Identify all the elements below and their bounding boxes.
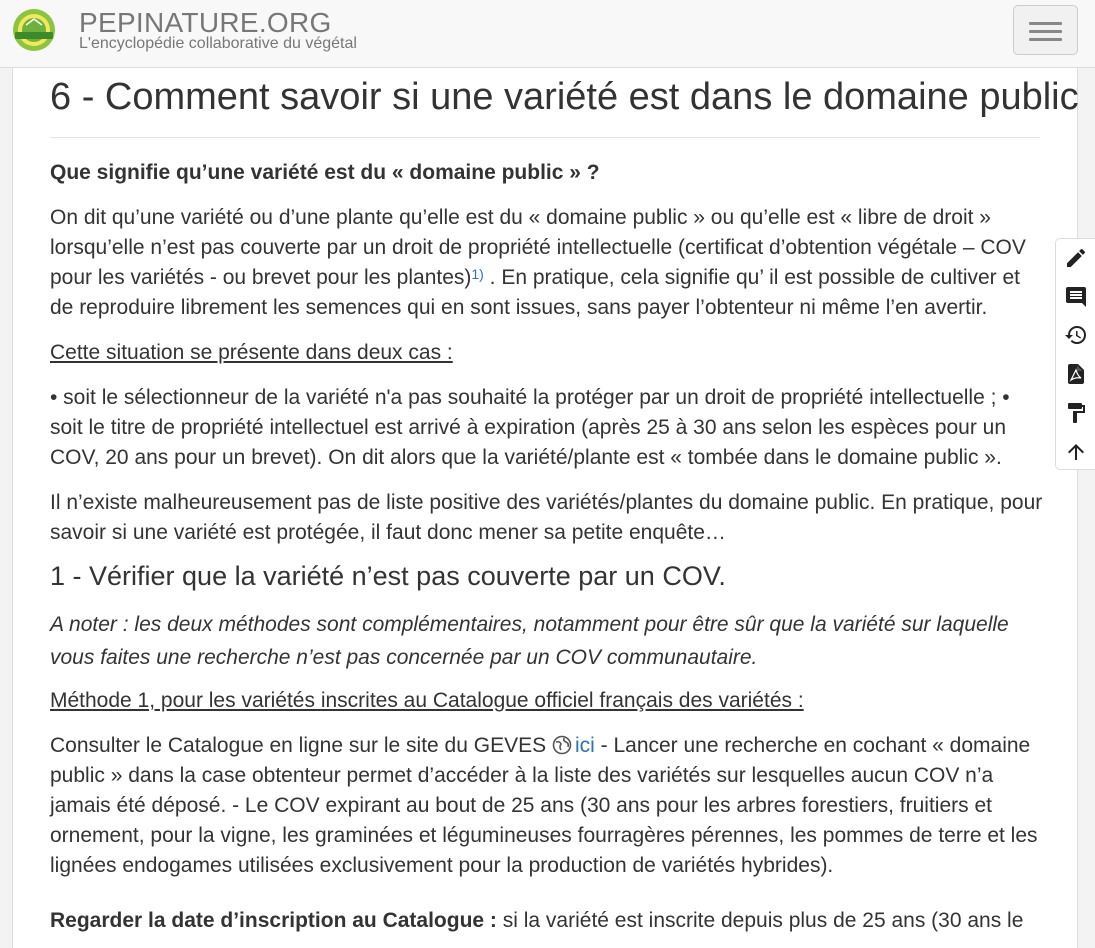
format-paint-icon[interactable]	[1064, 401, 1088, 425]
hamburger-bar	[1029, 30, 1062, 33]
definition-text: On dit qu’une variété ou d’une plante qu’elle est du « domaine public » ou qu’elle est « libre de droit » lorsqu’elle n’est pas couverte par un droit de propriété intellectuelle (certificat d’obtention végétale – COV pour les variétés - ou brevet pour les plantes)	[50, 206, 1026, 289]
date-text: si la variété est inscrite depuis plus de 25 ans (30 ans le	[496, 909, 1024, 932]
title-divider	[50, 137, 1040, 138]
date-heading: Regarder la date d’inscription au Catalogue :	[50, 909, 497, 932]
edit-icon[interactable]	[1064, 246, 1088, 270]
footnote-link[interactable]: 1)	[471, 266, 484, 282]
hamburger-bar	[1029, 38, 1062, 41]
consult-text-end: - Lancer une recherche en cochant « domaine public » dans la case obtenteur permet d’accéder à la liste des variétés sur lesquelles aucun COV n’a jamais été déposé. - Le COV expirant au bout de 25 ans (30 ans pour les arbres forestiers, fruitiers et ornement, pour la vigne, les graminées et légumineuses fourragères pérennes, les pommes de terre et les lignées endogames utilisées exclusivement pour la production de variétés hybrides).	[50, 734, 1038, 877]
geves-link[interactable]: ici	[574, 734, 595, 757]
page-container	[12, 68, 1078, 948]
question-heading: Que signifie qu’une variété est du « domaine public » ?	[50, 161, 600, 184]
comments-icon[interactable]	[1064, 285, 1088, 309]
paragraph-definition	[50, 203, 1044, 323]
definition-text-end: . En pratique, cela signifie qu’ il est possible de cultiver et de reproduire librement les semences qui en sont issues, sans payer l’obtenteur ni même l’en avertir.	[50, 266, 1021, 319]
history-icon[interactable]	[1064, 323, 1088, 347]
page-title: 6 - Comment savoir si une variété est dans le domaine public	[50, 76, 1079, 118]
site-header	[0, 0, 1095, 68]
site-tagline: L'encyclopédie collaborative du végétal	[79, 35, 357, 52]
back-to-top-icon[interactable]	[1064, 440, 1088, 464]
page-tools	[1055, 238, 1095, 470]
section-heading-cov: 1 - Vérifier que la variété n’est pas couverte par un COV.	[50, 561, 726, 591]
external-link-globe-icon	[552, 735, 572, 755]
hamburger-menu-button[interactable]	[1013, 5, 1078, 55]
site-title[interactable]: PEPINATURE.ORG	[79, 7, 332, 38]
cases-text: • soit le sélectionneur de la variété n'a pas souhaité la protéger par un droit de propriété intellectuelle ; • soit le titre de propriété intellectuel est arrivé à expiration (après 25 à 30 ans selon les espèces pour un COV, 20 ans pour un brevet). On dit alors que la variété/plante est « tombée dans le domaine public ».	[50, 386, 1010, 469]
paragraph-no-list: Il n’existe malheureusement pas de liste positive des variétés/plantes du domaine public. En pratique, pour savoir si une variété est protégée, il faut donc mener sa petite enquête…	[50, 491, 1043, 544]
pdf-export-icon[interactable]	[1064, 362, 1088, 386]
consult-text: Consulter le Catalogue en ligne sur le site du GEVES	[50, 734, 552, 757]
paragraph-consult	[50, 731, 1044, 881]
footnote-ref[interactable]	[471, 266, 483, 282]
method1-heading: Méthode 1, pour les variétés inscrites au Catalogue officiel français des variétés :	[50, 689, 804, 712]
cases-heading: Cette situation se présente dans deux cas :	[50, 341, 453, 364]
encyclopedie-badge-icon[interactable]	[11, 7, 57, 53]
paragraph-date	[50, 906, 1044, 936]
hamburger-menu-icon	[1029, 22, 1062, 25]
note-text: A noter : les deux méthodes sont complémentaires, notamment pour être sûr que la variété sur laquelle vous faites une recherche n’est pas concernée par un COV communautaire.	[50, 613, 1009, 669]
